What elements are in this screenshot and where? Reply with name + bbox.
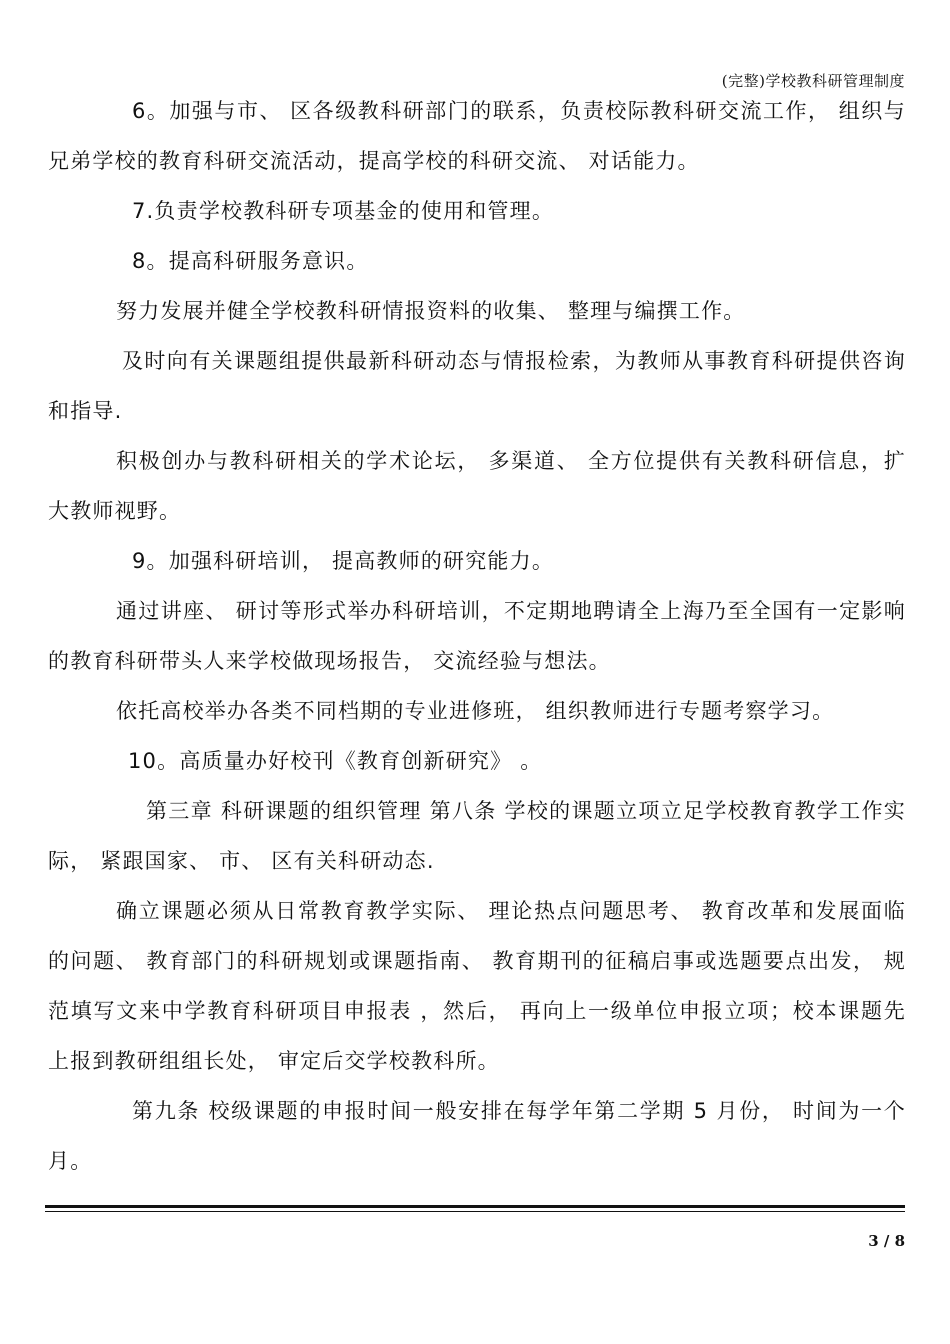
page-number: 3 / 8: [868, 1232, 905, 1250]
paragraph-9: 依托高校举办各类不同档期的专业进修班， 组织教师进行专题考察学习。: [116, 699, 835, 723]
paragraph-3: 8。提高科研服务意识。: [132, 249, 369, 273]
footer-rule-thick: [45, 1205, 905, 1208]
paragraph-8: 通过讲座、 研讨等形式举办科研培训，不定期地聘请全上海乃至全国有一定影响的教育科研带头人来学校做现场报告， 交流经验与想法。: [48, 599, 906, 673]
footer-rule-thin: [45, 1211, 905, 1212]
paragraph-1: 6。加强与市、 区各级教科研部门的联系，负责校际教科研交流工作， 组织与兄弟学校的教育科研交流活动，提高学校的科研交流、 对话能力。: [48, 99, 906, 173]
paragraph-6: 积极创办与教科研相关的学术论坛， 多渠道、 全方位提供有关教科研信息，扩大教师视野。: [48, 449, 906, 523]
paragraph-12: 确立课题必须从日常教育教学实际、 理论热点问题思考、 教育改革和发展面临的问题、 教育部门的科研规划或课题指南、 教育期刊的征稿启事或选题要点出发， 规范填写文来中学教育科研项目申报表 ，然后， 再向上一级单位申报立项；校本课题先上报到教研组组长处， 审定后交学校教科所。: [48, 899, 906, 1073]
paragraph-7: 9。加强科研培训， 提高教师的研究能力。: [132, 549, 555, 573]
paragraph-2: 7.负责学校教科研专项基金的使用和管理。: [132, 199, 555, 223]
document-header-title: (完整)学校教科研管理制度: [721, 72, 905, 90]
paragraph-11: 第三章 科研课题的组织管理 第八条 学校的课题立项立足学校教育教学工作实际， 紧跟国家、 市、 区有关科研动态.: [48, 799, 906, 873]
paragraph-4: 努力发展并健全学校教科研情报资料的收集、 整理与编撰工作。: [116, 299, 746, 323]
paragraph-5: 及时向有关课题组提供最新科研动态与情报检索，为教师从事教育科研提供咨询和指导.: [48, 349, 906, 423]
paragraph-10: 10。高质量办好校刊《教育创新研究》 。: [128, 749, 543, 773]
paragraph-13: 第九条 校级课题的申报时间一般安排在每学年第二学期 5 月份， 时间为一个月。: [48, 1099, 906, 1173]
